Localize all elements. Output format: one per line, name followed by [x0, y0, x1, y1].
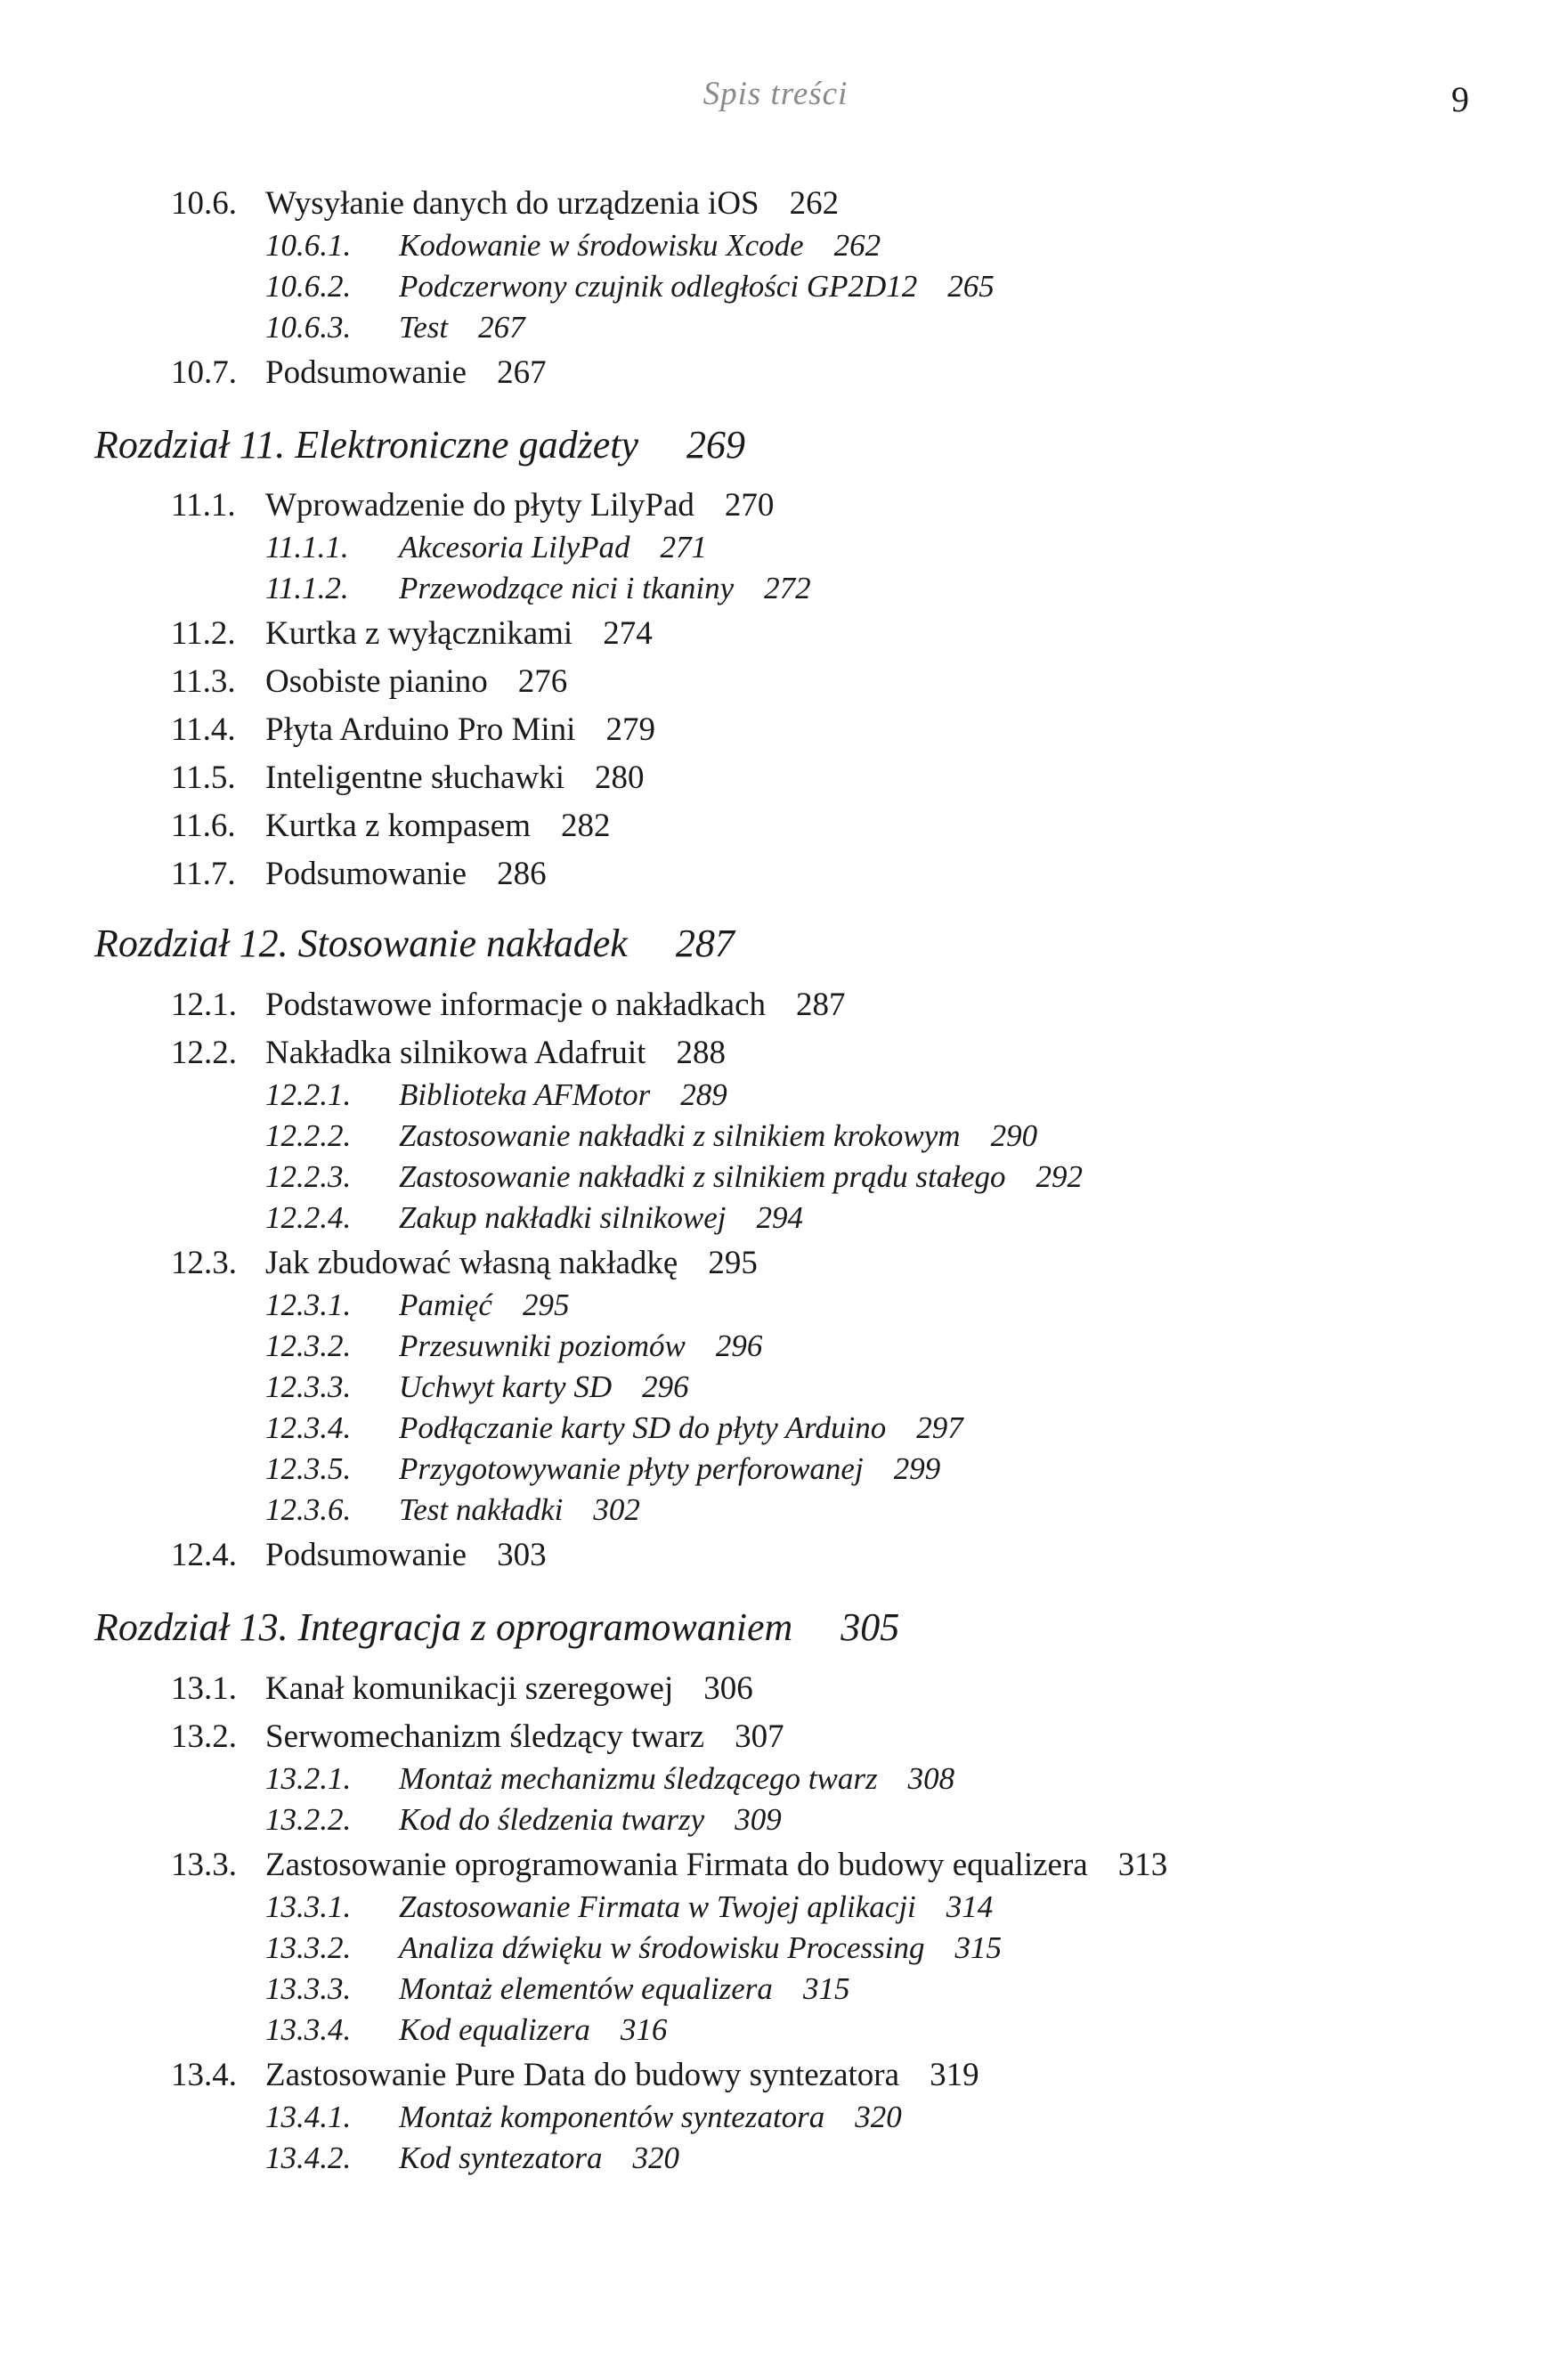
section-title: Kanał komunikacji szeregowej [265, 1670, 674, 1707]
section-number: 10.6. [171, 185, 237, 222]
page-ref: 267 [497, 354, 547, 391]
toc-entry-13-2-1[interactable] [265, 1763, 954, 1794]
section-number: 11.7. [171, 856, 236, 892]
running-title: Spis treści [702, 76, 849, 112]
page-ref: 292 [1035, 1159, 1084, 1194]
section-title: Jak zbudować własną nakładkę [265, 1245, 678, 1281]
page-ref: 309 [735, 1802, 782, 1837]
page-ref: 270 [724, 487, 775, 524]
toc-entry-12-2-1[interactable] [265, 1079, 727, 1110]
subsection-number: 12.2.3. [265, 1159, 352, 1194]
page-ref: 303 [497, 1537, 547, 1573]
subsection-number: 12.3.4. [265, 1410, 352, 1445]
subsection-number: 13.4.1. [265, 2100, 352, 2134]
section-number: 11.1. [171, 487, 236, 524]
page-number: 9 [1451, 79, 1469, 119]
toc-entry-11-7[interactable] [171, 857, 547, 890]
page-ref: 306 [703, 1670, 753, 1707]
toc-entry-12-3-3[interactable] [265, 1371, 689, 1402]
section-number: 13.4. [171, 2057, 237, 2093]
toc-entry-11-1[interactable] [171, 489, 774, 522]
toc-entry-11-3[interactable] [171, 665, 567, 698]
subsection-title: Kod do śledzenia twarzy [399, 1802, 705, 1837]
page-ref: 287 [796, 987, 846, 1023]
page-ref: 315 [802, 1971, 850, 2006]
page-ref: 286 [497, 856, 547, 892]
toc-entry-10-6-3[interactable] [265, 312, 525, 343]
subsection-number: 12.3.1. [265, 1287, 352, 1322]
toc-entry-13-1[interactable] [171, 1672, 753, 1705]
subsection-number: 10.6.2. [265, 269, 352, 304]
section-title: Wysyłanie danych do urządzenia iOS [265, 185, 759, 222]
section-title: Nakładka silnikowa Adafruit [265, 1035, 646, 1071]
chapter-title: Rozdział 13. Integracja z oprogramowaniem [94, 1605, 793, 1649]
subsection-title: Test nakładki [399, 1492, 564, 1527]
page-ref: 282 [560, 808, 611, 844]
subsection-title: Podłączanie karty SD do płyty Arduino [399, 1410, 887, 1445]
subsection-number: 13.2.1. [265, 1761, 352, 1796]
page-ref: 299 [893, 1451, 941, 1486]
page-ref: 289 [680, 1077, 727, 1112]
toc-entry-13-4[interactable] [171, 2059, 979, 2092]
subsection-title: Kodowanie w środowisku Xcode [399, 228, 804, 263]
subsection-number: 12.2.1. [265, 1077, 352, 1112]
page-ref: 274 [603, 615, 653, 652]
subsection-number: 10.6.1. [265, 228, 352, 263]
toc-entry-10-7[interactable] [171, 356, 547, 389]
subsection-number: 13.4.2. [265, 2140, 352, 2175]
section-title: Wprowadzenie do płyty LilyPad [265, 487, 694, 524]
toc-chapter-13[interactable] [94, 1605, 900, 1649]
page-ref: 316 [620, 2012, 668, 2047]
section-number: 12.2. [171, 1035, 237, 1071]
subsection-number: 13.2.2. [265, 1802, 352, 1837]
section-number: 13.2. [171, 1718, 237, 1755]
toc-entry-11-4[interactable] [171, 713, 655, 746]
page-ref: 297 [916, 1410, 963, 1445]
toc-chapter-12[interactable] [94, 924, 735, 963]
page-ref: 307 [735, 1718, 784, 1755]
section-number: 12.1. [171, 987, 237, 1023]
section-number: 12.3. [171, 1245, 237, 1281]
section-number: 11.4. [171, 711, 236, 748]
page-ref: 296 [715, 1328, 763, 1363]
section-number: 13.1. [171, 1670, 237, 1707]
toc-entry-12-2-3[interactable] [265, 1161, 1083, 1192]
toc-entry-13-3[interactable] [171, 1848, 1167, 1881]
section-title: Podsumowanie [265, 856, 467, 892]
page-ref: 272 [764, 571, 811, 605]
page-ref: 267 [478, 310, 525, 345]
section-number: 11.2. [171, 615, 236, 652]
subsection-title: Zakup nakładki silnikowej [399, 1200, 727, 1235]
chapter-title: Rozdział 12. Stosowanie nakładek [94, 922, 628, 965]
page-ref: 305 [840, 1605, 900, 1649]
subsection-number: 13.3.3. [265, 1971, 352, 2006]
section-number: 13.3. [171, 1847, 237, 1883]
page-ref: 320 [855, 2100, 902, 2134]
section-title: Inteligentne słuchawki [265, 759, 564, 796]
toc-entry-10-6[interactable] [171, 187, 839, 220]
subsection-title: Zastosowanie nakładki z silnikiem prądu stałego [399, 1159, 1006, 1194]
page-ref: 290 [990, 1118, 1038, 1153]
toc-entry-13-3-3[interactable] [265, 1973, 849, 2004]
subsection-title: Montaż elementów equalizera [399, 1971, 773, 2006]
page-ref: 308 [907, 1761, 955, 1796]
page-ref: 295 [522, 1287, 570, 1322]
toc-entry-12-2-4[interactable] [265, 1202, 803, 1233]
toc-entry-12-2[interactable] [171, 1036, 726, 1069]
page-ref: 262 [789, 185, 840, 222]
subsection-title: Przygotowywanie płyty perforowanej [399, 1451, 864, 1486]
subsection-title: Zastosowanie nakładki z silnikiem krokowym [399, 1118, 961, 1153]
page-ref: 288 [676, 1035, 726, 1071]
subsection-number: 11.1.2. [265, 571, 349, 605]
toc-entry-13-4-2[interactable] [265, 2142, 679, 2173]
toc-entry-13-4-1[interactable] [265, 2101, 902, 2132]
page-ref: 319 [930, 2057, 979, 2093]
subsection-title: Biblioteka AFMotor [399, 1077, 651, 1112]
subsection-number: 12.3.3. [265, 1369, 352, 1404]
page-ref: 262 [833, 228, 881, 263]
toc-entry-12-4[interactable] [171, 1539, 547, 1572]
toc-entry-11-1-2[interactable] [265, 573, 811, 604]
page-ref: 313 [1117, 1847, 1168, 1883]
section-number: 11.3. [171, 663, 236, 700]
subsection-number: 12.2.4. [265, 1200, 352, 1235]
page-ref: 295 [708, 1245, 758, 1281]
section-title: Podstawowe informacje o nakładkach [265, 987, 767, 1023]
subsection-title: Kod syntezatora [399, 2140, 603, 2175]
toc-entry-12-3-6[interactable] [265, 1494, 640, 1525]
page-ref: 276 [517, 663, 568, 700]
section-title: Zastosowanie Pure Data do budowy syntezatora [265, 2057, 900, 2093]
subsection-title: Uchwyt karty SD [399, 1369, 613, 1404]
subsection-title: Podczerwony czujnik odległości GP2D12 [399, 269, 918, 304]
toc-entry-13-3-1[interactable] [265, 1891, 993, 1922]
chapter-title: Rozdział 11. Elektroniczne gadżety [94, 423, 638, 467]
subsection-number: 12.3.6. [265, 1492, 352, 1527]
section-number: 10.7. [171, 354, 237, 391]
toc-entry-12-3-1[interactable] [265, 1289, 569, 1320]
section-title: Serwomechanizm śledzący twarz [265, 1718, 705, 1755]
toc-entry-11-2[interactable] [171, 617, 653, 650]
section-number: 12.4. [171, 1537, 237, 1573]
toc-entry-10-6-1[interactable] [265, 230, 881, 261]
toc-entry-12-1[interactable] [171, 988, 846, 1021]
subsection-number: 12.2.2. [265, 1118, 352, 1153]
toc-entry-13-2-2[interactable] [265, 1804, 782, 1835]
subsection-number: 12.3.2. [265, 1328, 352, 1363]
page-ref: 315 [954, 1930, 1002, 1965]
subsection-title: Montaż mechanizmu śledzącego twarz [399, 1761, 878, 1796]
section-number: 11.5. [171, 759, 236, 796]
section-title: Płyta Arduino Pro Mini [265, 711, 576, 748]
toc-entry-12-3-5[interactable] [265, 1453, 940, 1484]
subsection-title: Analiza dźwięku w środowisku Processing [399, 1930, 925, 1965]
toc-entry-12-3-2[interactable] [265, 1330, 762, 1361]
subsection-title: Montaż komponentów syntezatora [399, 2100, 825, 2134]
page-ref: 296 [642, 1369, 689, 1404]
section-title: Podsumowanie [265, 1537, 467, 1573]
page-ref: 279 [605, 711, 655, 748]
subsection-title: Przewodzące nici i tkaniny [399, 571, 735, 605]
toc-entry-13-3-2[interactable] [265, 1932, 1002, 1963]
toc-entry-12-2-2[interactable] [265, 1120, 1037, 1151]
subsection-title: Przesuwniki poziomów [399, 1328, 686, 1363]
subsection-number: 13.3.1. [265, 1889, 352, 1924]
section-number: 11.6. [171, 808, 236, 844]
page-ref: 320 [632, 2140, 679, 2175]
page-ref: 294 [756, 1200, 803, 1235]
toc-entry-13-3-4[interactable] [265, 2014, 667, 2045]
section-title: Podsumowanie [265, 354, 467, 391]
subsection-number: 10.6.3. [265, 310, 352, 345]
toc-entry-13-2[interactable] [171, 1720, 784, 1753]
toc-entry-12-3[interactable] [171, 1247, 758, 1279]
page-ref: 287 [675, 922, 735, 965]
subsection-number: 12.3.5. [265, 1451, 352, 1486]
subsection-number: 11.1.1. [265, 530, 349, 565]
section-title: Zastosowanie oprogramowania Firmata do budowy equalizera [265, 1847, 1088, 1883]
toc-entry-11-6[interactable] [171, 809, 610, 842]
page-ref: 314 [946, 1889, 994, 1924]
toc-entry-11-5[interactable] [171, 761, 644, 794]
toc-entry-11-1-1[interactable] [265, 532, 707, 563]
subsection-number: 13.3.2. [265, 1930, 352, 1965]
page-ref: 265 [947, 269, 995, 304]
subsection-title: Zastosowanie Firmata w Twojej aplikacji [399, 1889, 916, 1924]
toc-entry-12-3-4[interactable] [265, 1412, 963, 1443]
page-ref: 269 [686, 423, 745, 467]
section-title: Kurtka z wyłącznikami [265, 615, 573, 652]
page-ref: 280 [594, 759, 645, 796]
subsection-title: Pamięć [399, 1287, 492, 1322]
toc-chapter-11[interactable] [94, 423, 745, 467]
subsection-title: Test [399, 310, 449, 345]
toc-entry-10-6-2[interactable] [265, 271, 995, 302]
subsection-title: Akcesoria LilyPad [399, 530, 630, 565]
subsection-number: 13.3.4. [265, 2012, 352, 2047]
section-title: Osobiste pianino [265, 663, 488, 700]
page-ref: 302 [593, 1492, 640, 1527]
section-title: Kurtka z kompasem [265, 808, 531, 844]
subsection-title: Kod equalizera [399, 2012, 590, 2047]
page-ref: 271 [660, 530, 708, 565]
